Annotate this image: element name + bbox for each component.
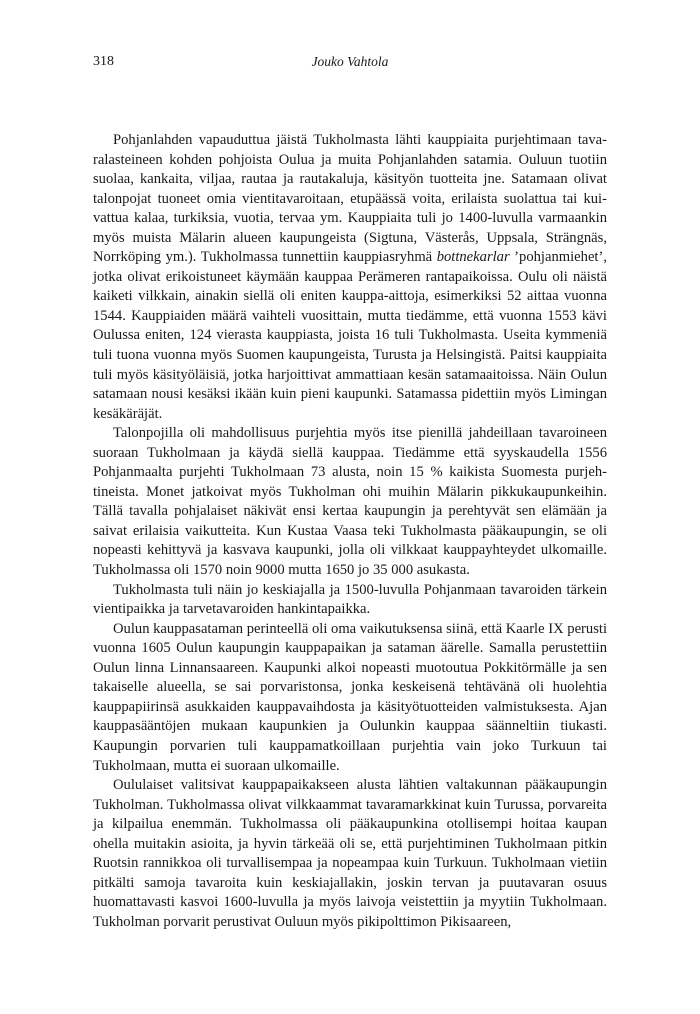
text-run: Oulun kauppasataman perinteellä oli oma vaikutuksensa siinä, että Kaarle IX perusti vuonna 1605 Oulun kaupungin kauppapaikan ja sataman äärelle. Samalla perustettiin Oulun linna Linnansaareen. Kaupunki alkoi nopeasti muotoutua Pokkitörmälle ja sen takaiselle alueella, se sai porvaristonsa, jonka keskeisenä tehtävänä oli huolehtia kauppapiirinsä asukkaiden kauppavaihdosta ja käsityötuotteiden valmistuksesta. Ajan kauppasääntöjen mukaan kaupunkien ja Oulunkin kauppaa säänneltiin tiukasti. Kaupungin porvarien tuli kauppamatkoillaan purjehtia vain joko Turkuun tai Tukholmaan, mutta ei suoraan ulkomaille. xyxy=(93,620,607,774)
paragraph xyxy=(93,131,607,424)
running-head xyxy=(93,54,607,74)
paragraph xyxy=(93,620,607,776)
text-run: Pohjanlahden vapauduttua jäistä Tukholmasta lähti kauppiaita purjehtimaan tavaralasteineen kohden pohjoista Oulua ja muita Pohjanlahden satamia. Ouluun tuotiin suolaa, kankaita, viljaa, rautaa ja rautakaluja, käsityön tuotteita jne. Satamaan olivat talonpojat tuoneet omia vientitavaroitaan, etupäässä voita, erilaista suolattua tai kuivattua kalaa, turkiksia, vuotia, tervaa ym. Kauppiaita tuli jo 1400-luvulla varmaankin myös muista Mälarin alueen kaupungeista (Sigtuna, Västerås, Uppsala, Strängnäs, Norrköping ym.). Tukholmassa tunnettiin kauppiasryhmä xyxy=(93,132,607,266)
page-number: 318 xyxy=(93,54,114,69)
text-run: Oululaiset valitsivat kauppapaikakseen alusta lähtien valtakunnan pääkaupungin Tukholman. Tukholmassa olivat vilkkaammat tavaramarkkinat kuin Turussa, porvareita ja kilpailua enemmän. Tukholmassa oli pääkaupunkina otollisempi hoitaa kaupan ohella muitakin asioita, ja hyvin tärkeää oli se, että purjehtiminen Tukholmaan pitkin Ruotsin rannikkoa oli turvallisempaa ja nopeampaa kuin Turkuun. Tukholmaan vietiin pitkälti samoja tavaroita kuin keskiajallakin, joskin tervan ja puutavaran osuus huomattavasti kasvoi 1600-luvulla ja myös laivoja veistettiin ja myytiin Tukholmaan. Tukholman porvarit perustivat Ouluun myös pikipolttimon Pikisaareen, xyxy=(93,777,607,930)
running-head-author: Jouko Vahtola xyxy=(311,54,389,69)
italic-term: bottnekarlar xyxy=(436,249,510,266)
text-run: Tukholmasta tuli näin jo keskiajalla ja 1500-luvulla Pohjanmaan tavaroiden tärkein vientipaikka ja tarvetavaroiden hankintapaikka. xyxy=(93,581,607,618)
text-run: Talonpojilla oli mahdollisuus purjehtia myös itse pienillä jahdeillaan tavaroineen suoraan Tukholmaan ja käydä siellä kauppaa. Tiedämme että syyskaudella 1556 Pohjanmaalta purjehti Tukholmaan 73 alusta, noin 15 % kaikista Suomesta purjehtineista. Monet jatkoivat myös Tukholman ohi muihin Mälarin pikkukaupunkeihin. Tällä tavalla pohjalaiset näkivät ensi kertaa kaupungin ja perehtyvät sen elämään ja saivat erilaisia vaikutteita. Kun Kustaa Vaasa teki Tukholmasta pääkaupungin, se oli nopeasti kehittyvä ja kasvava kaupunki, jolla oli vilkkaat kauppayhteydet ulkomaille. Tukholmassa oli 1570 noin 9000 mutta 1650 jo 35 000 asukasta. xyxy=(93,425,607,579)
paragraph xyxy=(93,581,607,620)
paragraph xyxy=(93,776,607,932)
book-page xyxy=(93,0,607,1014)
body-text xyxy=(93,131,607,932)
text-run: ’pohjanmiehet’, jotka olivat erikoistuneet käymään kauppaa Perämeren rantapaikoissa. Oulu oli näistä kaiketi vilkkain, ainakin siellä oli eniten kauppa-aittoja, esimerkiksi 52 aittaa vuonna 1544. Kauppiaiden määrä vaihteli vuosittain, mutta tiedämme, että vuonna 1553 kävi Oulussa eniten, 124 vierasta kauppiasta, joista 16 tuli Tukholmasta. Useita kymmeniä tuli tuona vuonna myös Suomen kaupungeista, Turusta ja Helsingistä. Paitsi kauppiaita tuli myös käsityöläisiä, jotka harjoittivat ammattiaan kesän satamaaitoissa. Näin Oulun satamaan nousi kesäksi ikään kuin pieni kaupunki. Satamassa pidettiin myös Limingan kesäkäräjät. xyxy=(93,249,607,422)
paragraph xyxy=(93,424,607,580)
